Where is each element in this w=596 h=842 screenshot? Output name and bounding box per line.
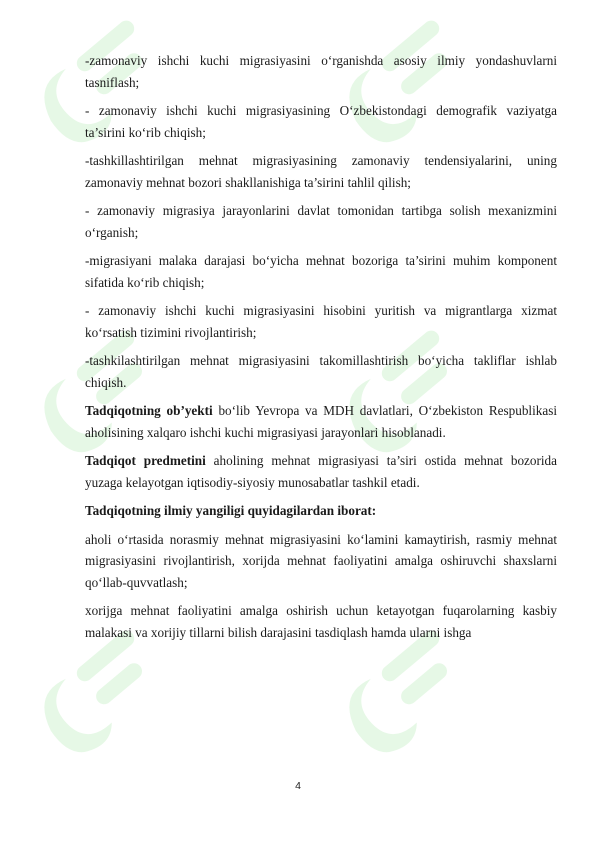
paragraph-subject xyxy=(85,450,557,493)
paragraph xyxy=(85,100,557,143)
paragraph xyxy=(85,300,557,343)
paragraph xyxy=(85,600,557,643)
paragraph-text: -tashkillashtirilgan mehnat migrasiyasining zamonaviy tendensiyalarini, uning zamonaviy mehnat bozori shakllanishiga ta’sirini tahlil qilish; xyxy=(85,153,557,190)
paragraph xyxy=(85,350,557,393)
paragraph xyxy=(85,529,557,594)
paragraph-text: - zamonaviy migrasiya jarayonlarini davlat tomonidan tartibga solish mexanizmini o‘rganish; xyxy=(85,203,557,240)
paragraph-bold: Tadqiqot predmetini xyxy=(85,453,206,468)
paragraph-object xyxy=(85,400,557,443)
document-body xyxy=(85,50,557,650)
paragraph-bold: Tadqiqotning ilmiy yangiligi quyidagilardan iborat: xyxy=(85,503,377,518)
paragraph xyxy=(85,150,557,193)
paragraph-text: bo‘lib Yevropa va MDH davlatlari, O‘zbekiston Respublikasi aholisining xalqaro ishchi kuchi migrasiyasi jarayonlari hisoblanadi. xyxy=(85,403,557,440)
paragraph-text: aholi o‘rtasida norasmiy mehnat migrasiyasini ko‘lamini kamaytirish, rasmiy mehnat migrasiyasini rivojlantirish, xorijda mehnat faoliyatini amalga oshiruvchi shaxslarni qo‘llab-quvvatlash; xyxy=(85,531,557,590)
paragraph-novelty-heading xyxy=(85,500,557,522)
paragraph xyxy=(85,200,557,243)
paragraph-text: - zamonaviy ishchi kuchi migrasiyasini hisobini yuritish va migrantlarga xizmat ko‘rsatish tizimini rivojlantirish; xyxy=(85,303,557,340)
paragraph xyxy=(85,50,557,93)
page-number: 4 xyxy=(295,780,301,792)
paragraph-text: -migrasiyani malaka darajasi bo‘yicha mehnat bozoriga ta’sirini muhim komponent sifatida ko‘rib chiqish; xyxy=(85,253,557,290)
paragraph-text: xorijga mehnat faoliyatini amalga oshirish uchun ketayotgan fuqarolarning kasbiy malakasi va xorijiy tillarni bilish darajasini tasdiqlash hamda ularni ishga xyxy=(85,603,557,640)
paragraph-text: -tashkilashtirilgan mehnat migrasiyasini takomillashtirish bo‘yicha takliflar ishlab chiqish. xyxy=(85,353,557,390)
paragraph-text: -zamonaviy ishchi kuchi migrasiyasini o‘rganishda asosiy ilmiy yondashuvlarni tasniflash; xyxy=(85,53,557,90)
paragraph-text: aholining mehnat migrasiyasi ta’siri ostida mehnat bozorida yuzaga kelayotgan iqtisodiy-siyosiy munosabatlar tashkil etadi. xyxy=(85,453,557,490)
paragraph xyxy=(85,250,557,293)
paragraph-text: - zamonaviy ishchi kuchi migrasiyasining O‘zbekistondagi demografik vaziyatga ta’sirini ko‘rib chiqish; xyxy=(85,103,557,140)
paragraph-bold: Tadqiqotning ob’yekti xyxy=(85,403,213,418)
